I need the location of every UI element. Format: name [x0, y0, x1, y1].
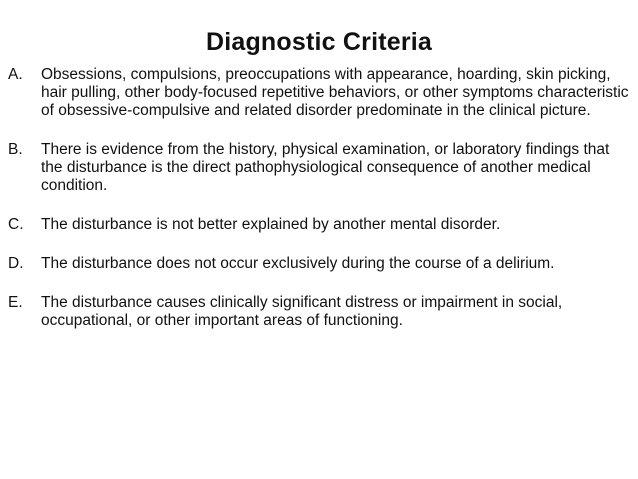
criterion-text: There is evidence from the history, physical examination, or laboratory findings that the disturbance is the direct pathophysiological consequence of another medical condition.	[41, 141, 610, 194]
criterion-text: The disturbance does not occur exclusively during the course of a delirium.	[41, 255, 555, 272]
criterion-b	[8, 141, 630, 195]
criterion-letter: D.	[8, 255, 24, 272]
criterion-letter: A.	[8, 66, 23, 83]
criterion-a	[8, 66, 630, 120]
criterion-c	[8, 216, 630, 234]
criterion-d	[8, 255, 630, 273]
criterion-letter: C.	[8, 216, 24, 233]
criterion-text: Obsessions, compulsions, preoccupations with appearance, hoarding, skin picking, hair pulling, other body-focused repetitive behaviors, or other symptoms characteristic of obsessive-compulsive and related disorder predominate in the clinical picture.	[41, 66, 629, 119]
criterion-text: The disturbance causes clinically significant distress or impairment in social, occupational, or other important areas of functioning.	[41, 294, 563, 329]
criterion-e	[8, 294, 630, 330]
criterion-letter: B.	[8, 141, 23, 158]
slide-title: Diagnostic Criteria	[205, 28, 433, 56]
criterion-letter: E.	[8, 294, 23, 311]
criteria-list	[8, 66, 630, 351]
criterion-text: The disturbance is not better explained by another mental disorder.	[41, 216, 501, 233]
